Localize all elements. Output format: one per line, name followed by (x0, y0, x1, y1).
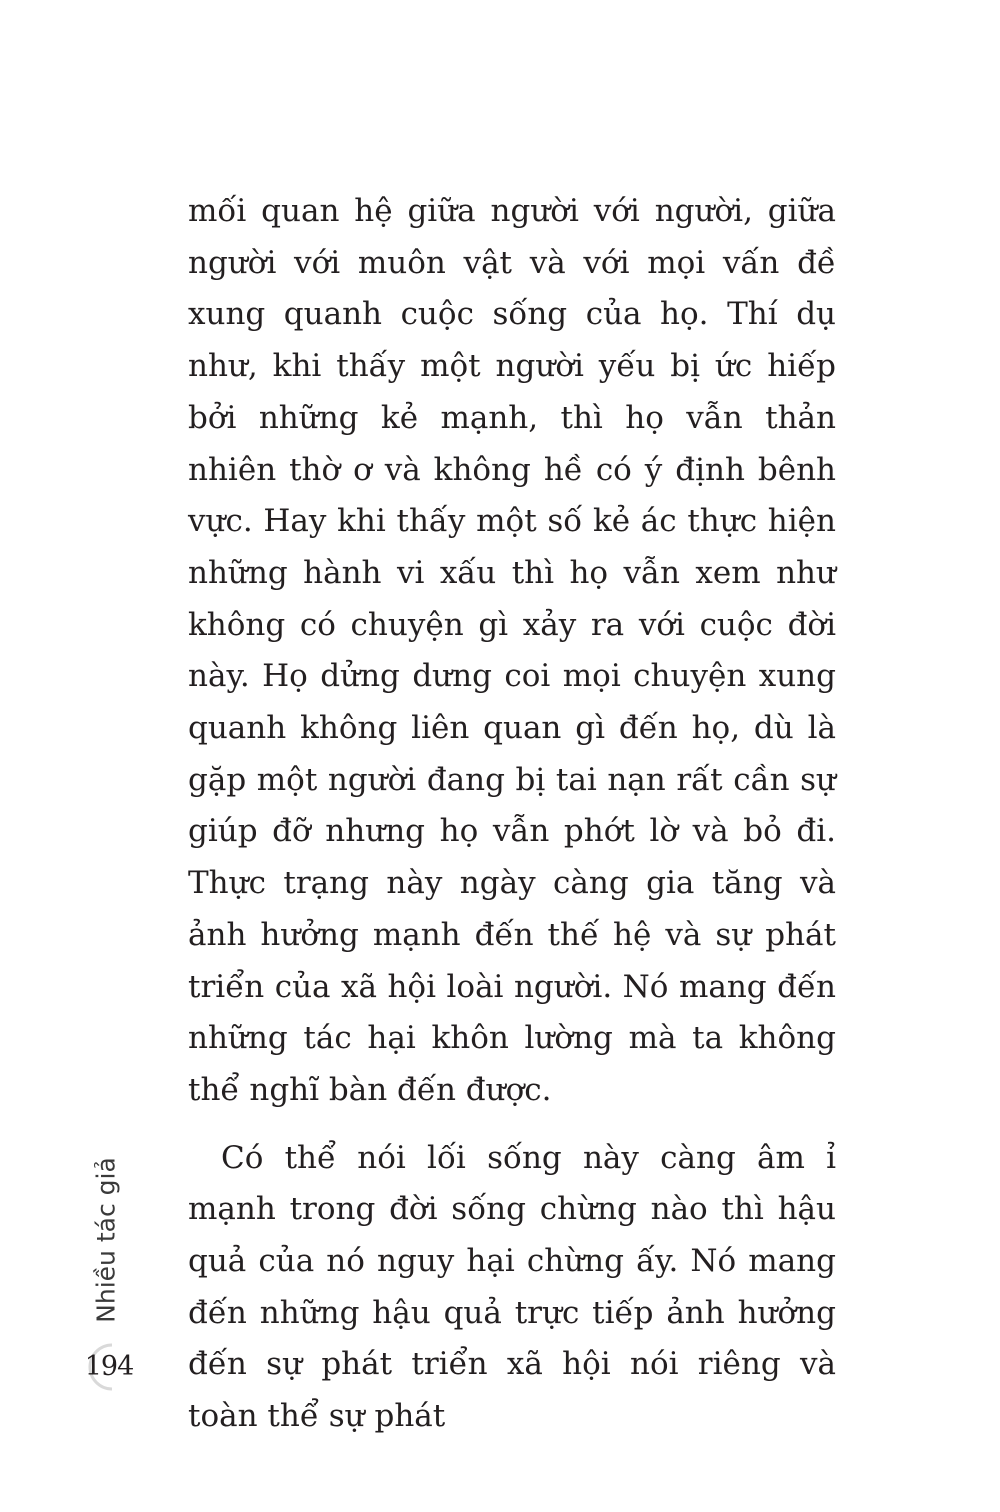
body-text (188, 186, 836, 1443)
paragraph-2: Có thể nói lối sống này càng âm ỉ mạnh trong đời sống chừng nào thì hậu quả của nó nguy hại chừng ấy. Nó mang đến những hậu quả trực tiếp ảnh hưởng đến sự phát triển xã hội nói riêng và toàn thể sự phát (188, 1139, 836, 1435)
paragraph-1: mối quan hệ giữa người với người, giữa người với muôn vật và với mọi vấn đề xung quanh cuộc sống của họ. Thí dụ như, khi thấy một người yếu bị ức hiếp bởi những kẻ mạnh, thì họ vẫn thản nhiên thờ ơ và không hề có ý định bênh vực. Hay khi thấy một số kẻ ác thực hiện những hành vi xấu thì họ vẫn xem như không có chuyện gì xảy ra với cuộc đời này. Họ dửng dưng coi mọi chuyện xung quanh không liên quan gì đến họ, dù là gặp một người đang bị tai nạn rất cần sự giúp đỡ nhưng họ vẫn phớt lờ và bỏ đi. Thực trạng này ngày càng gia tăng và ảnh hưởng mạnh đến thế hệ và sự phát triển của xã hội loài người. Nó mang đến những tác hại khôn lường mà ta không thể nghĩ bàn đến được. (188, 193, 836, 1108)
page-number-label: 194 (84, 1351, 134, 1382)
page-number (82, 1340, 136, 1394)
running-head-author (88, 1150, 124, 1330)
running-head-label: Nhiều tác giả (91, 1157, 121, 1323)
